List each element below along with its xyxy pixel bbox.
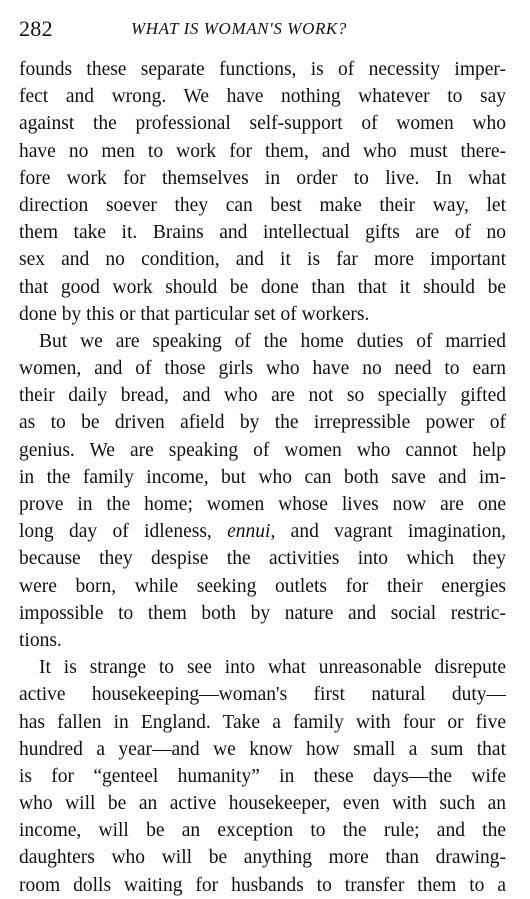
text-line-16: in the family income, but who can both save and im- [19,466,506,488]
text-line-28: who will be an active housekeeper, even with such an [19,793,506,815]
text-line-27: is for “genteel humanity” in these days—the wife [19,765,506,787]
body-text [19,56,506,899]
text-line-8: sex and no condition, and it is far more important [19,249,506,271]
text-line-24: active housekeeping—woman's first natural duty— [19,684,506,706]
text-line-18-start: long day of idleness, [19,521,228,543]
text-line-25: has fallen in England. Take a family with four or five [19,711,506,733]
text-line-21: impossible to them both by nature and social restric- [19,602,506,624]
text-line-19: because they despise the activities into which they [19,548,506,570]
text-line-9: that good work should be done than that it should be [19,276,506,298]
text-line-18 [19,518,506,545]
text-line-12: women, and of those girls who have no need to earn [19,358,506,380]
page-number: 282 [19,16,53,41]
text-line-2: fect and wrong. We have nothing whatever to say [19,86,506,108]
text-line-3: against the professional self-support of women who [19,113,506,135]
text-line-17: prove in the home; women whose lives now are one [19,494,506,515]
text-line-23: It is strange to see into what unreasonable disrepute [39,657,506,679]
text-line-30: daughters who will be anything more than drawing- [19,847,506,869]
running-head [19,14,506,42]
running-title: WHAT IS WOMAN'S WORK? [131,19,347,38]
text-line-18-end: , and vagrant imagination, [270,521,506,543]
text-line-15: genius. We are speaking of women who cannot help [19,439,506,461]
text-line-11: But we are speaking of the home duties of married [39,330,506,352]
text-line-20: were born, while seeking outlets for their energies [19,575,506,597]
text-line-29: income, will be an exception to the rule; and the [19,820,506,842]
text-line-13: their daily bread, and who are not so specially gifted [19,385,506,407]
text-line-22: tions. [19,629,62,651]
text-line-31: room dolls waiting for husbands to transfer them to a [19,874,506,896]
text-line-1: founds these separate functions, is of necessity imper- [19,59,506,80]
text-line-5: fore work for themselves in order to live. In what [19,167,506,189]
text-line-10: done by this or that particular set of workers. [19,303,370,325]
italic-word: ennui [227,521,271,543]
text-line-7: them take it. Brains and intellectual gifts are of no [19,222,506,244]
text-line-26: hundred a year—and we know how small a sum that [19,738,506,760]
text-line-14: as to be driven afield by the irrepressible power of [19,412,506,434]
text-line-6: direction soever they can best make their way, let [19,194,506,216]
text-line-4: have no men to work for them, and who must there- [19,140,506,162]
